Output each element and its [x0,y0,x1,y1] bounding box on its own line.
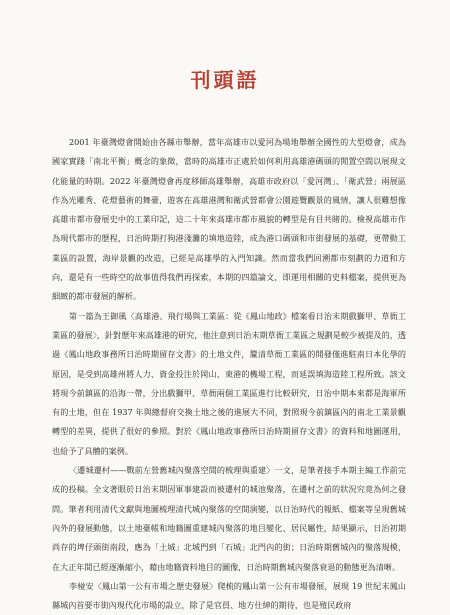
article-body [52,133,406,615]
page-title: 刊頭語 [190,68,260,92]
paragraph-1: 2001 年臺灣燈會開始由各縣市舉辦，當年高雄市以愛河為場地舉辦全國性的大型燈會，成為國家實踐「南北平衡」概念的象徵，當時的高雄市正處於如何利用高雄港碼頭的閒置空間以展現文化能量的時期。2022 年臺灣燈會再度移師高雄舉辦，高雄市政府以「愛河灣」、「衛武營」兩展區作為光雕秀、花燈藝術的舞臺，遊客在高雄港灣和衛武營都會公園遊覽觀景的風情，讓人很難想像高雄市都市發展史中的工業印記，這二十年來高雄市都市風貌的轉型是有目共睹的。檢視高雄市作為現代都市的歷程，日治時期打狗港淺灘的填地造陸，成為港口碼頭和市街發展的基礎，更帶動工業區的設置，海岸景觀的改造，已經是高雄學的入門知識。然而當我們回溯都市刻劃的力道和方向，還是有一些時空的故事值得我們再探索，本期的四篇論文，即運用相關的史料檔案，提供更為細緻的都市發展的解析。 [52,137,406,302]
paragraph-3: 〈遷城遷村——戰前左營舊城內聚落空間的梳理與重建〉一文，是筆者接手本期主編工作前完成的投稿。全文著眼於日治末期因軍事建設而被遷村的城池聚落，在遷村之前的狀況究竟為何之發問。筆者利用清代文獻與地圖梳理清代城內聚落的空間演變，以日治時代的報紙、檔案等呈現舊城內外的發展動態，以土地臺帳和地籍圖重建城內聚落的地目變化、居民屬性，結果顯示，日治初期尚存的埤仔頭街南段，應為「土城」北城門到「石城」北門內的街；日治時期舊城內的聚落規模，在大正年間已經逐漸縮小，藉由地籍資料地目的圖像，日治時期舊城內聚落衰退的動態更為清晰。 [52,465,406,572]
paragraph-2: 第一篇為王御風〈高雄港、飛行場與工業區：從《鳳山地政》檔案看日治末期戲獅甲、草衙工業區的發展〉，針對歷年來高雄港的研究，他注意到日治末期草衙工業區之規劃是較少被提及的，透過《鳳山地政事務所日治時期留存文書》的土地文件，釐清草衙工業區的開發僅進駐南日本化學的原因，是受到高雄州將人力、資金投注於岡山、東港的機場工程，而延誤填海造陸工程所致。該文將現今前鎮區的沿海一帶，分出戲獅甲、草衙兩個工業區進行比較研究，日治中期本來都是海軍所有的土地，但在 1937 年與總督府交換土地之後的進展大不同，對照現今前鎮區內的南北工業景觀轉型的差異，提供了很好的參照。對於《鳳山地政事務所日治時期留存文書》的資料和地圖運用，也給予了具體的案例。 [52,310,406,456]
paragraph-4: 李椪安〈鳳山第一公有市場之歷史發展〉爬梳的鳳山第一公有市場發展，展現 19 世紀末鳳山縣城內首要市街內現代化市場的設立，除了是官員、地方仕紳的期待，也是殖民政府 [52,580,406,611]
